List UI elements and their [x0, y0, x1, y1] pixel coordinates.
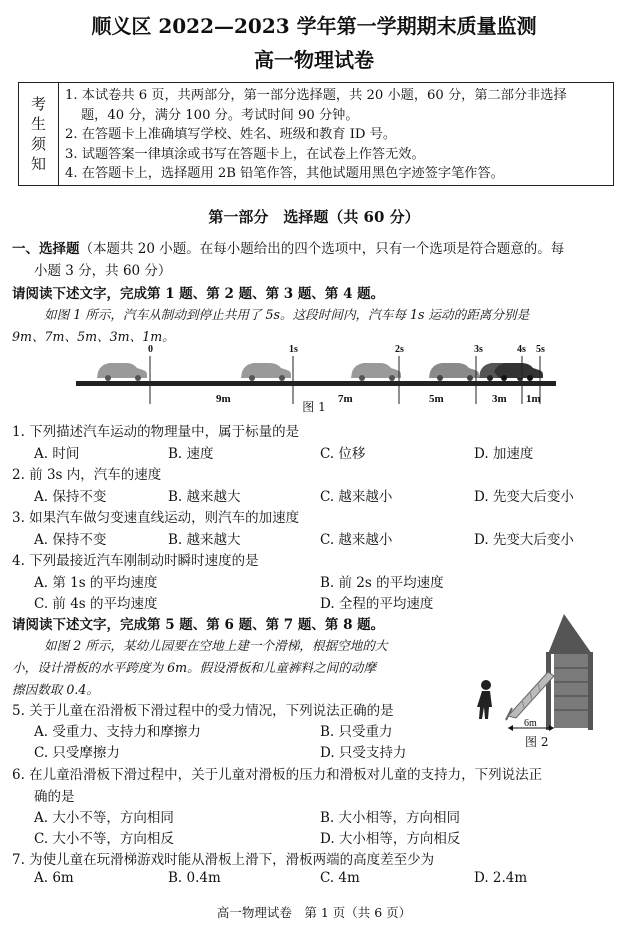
question-2-stem: 2. 前 3s 内，汽车的速度 — [12, 467, 162, 483]
section-intro-label: 一、选择题 — [12, 241, 80, 257]
question-7-option-a: A. 6m — [34, 870, 74, 886]
exam-title: 顺义区 2022—2023 学年第一学期期末质量监测 — [91, 14, 537, 38]
car-icon — [429, 363, 479, 381]
question-2-option-c: C. 越来越小 — [320, 489, 393, 505]
time-label: 4s — [517, 344, 526, 355]
car-icon — [351, 363, 401, 381]
section-intro-text: （本题共 20 小题。在每小题给出的四个选项中，只有一个选项是符合题意的。每 — [79, 241, 565, 257]
question-7-stem: 7. 为使儿童在玩滑梯游戏时能从滑板上滑下，滑板两端的高度差至少为 — [12, 852, 435, 868]
question-1-option-d: D. 加速度 — [474, 446, 534, 462]
section-intro-line2: 小题 3 分，共 60 分） — [34, 263, 172, 279]
question-1-option-a: A. 时间 — [34, 446, 80, 462]
notice-items — [59, 83, 613, 185]
figure-2-caption: 图 2 — [525, 735, 549, 749]
question-2-option-b: B. 越来越大 — [168, 489, 241, 505]
time-label: 1s — [289, 344, 298, 355]
notice-item-continuation: 题，40 分，满分 100 分。考试时间 90 分钟。 — [81, 107, 359, 123]
question-1-option-c: C. 位移 — [320, 446, 366, 462]
question-1-stem: 1. 下列描述汽车运动的物理量中，属于标量的是 — [12, 424, 300, 440]
question-7-option-d: D. 2.4m — [474, 870, 528, 886]
question-2-option-a: A. 保持不变 — [34, 489, 107, 505]
question-4-option-c: C. 前 4s 的平均速度 — [34, 596, 158, 612]
notice-item: 3. 试题答案一律填涂或书写在答题卡上，在试卷上作答无效。 — [65, 146, 425, 162]
tower-post — [588, 652, 593, 730]
question-3-stem: 3. 如果汽车做匀变速直线运动，则汽车的加速度 — [12, 510, 300, 526]
distance-label: 1m — [526, 393, 541, 405]
question-4-stem: 4. 下列最接近汽车刚制动时瞬时速度的是 — [12, 553, 259, 569]
car-icon — [97, 363, 147, 381]
reading-passage-1-line2: 9m、7m、5m、3m、1m。 — [12, 329, 175, 344]
tower-roof — [548, 614, 592, 654]
tower-post — [546, 652, 551, 730]
question-4-option-b: B. 前 2s 的平均速度 — [320, 575, 444, 591]
question-6-stem: 6. 在儿童沿滑板下滑过程中，关于儿童对滑板的压力和滑板对儿童的支持力，下列说法正 — [12, 767, 543, 783]
question-6-option-b: B. 大小相等，方向相同 — [320, 810, 461, 826]
time-label: 3s — [474, 344, 483, 355]
notice-item: 1. 本试卷共 6 页，共两部分，第一部分选择题，共 20 小题，60 分，第二部分非选择 — [65, 88, 567, 103]
question-3-option-d: D. 先变大后变小 — [474, 532, 574, 548]
time-label: 2s — [395, 344, 404, 355]
notice-label-char: 生 — [30, 115, 46, 133]
notice-item: 2. 在答题卡上准确填写学校、姓名、班级和教育 ID 号。 — [65, 127, 397, 142]
reading-instruction-1: 请阅读下述文字，完成第 1 题、第 2 题、第 3 题、第 4 题。 — [12, 286, 385, 302]
reading-passage-2-line1: 如图 2 所示，某幼儿园要在空地上建一个滑梯，根据空地的大 — [44, 638, 388, 653]
question-4-option-d: D. 全程的平均速度 — [320, 596, 434, 612]
question-1-option-b: B. 速度 — [168, 446, 214, 462]
road — [76, 381, 556, 386]
figure-1-caption: 图 1 — [302, 400, 326, 414]
question-6-option-c: C. 大小不等，方向相反 — [34, 831, 174, 847]
section-intro — [12, 237, 564, 257]
question-2-option-d: D. 先变大后变小 — [474, 489, 574, 505]
question-6-option-a: A. 大小不等，方向相同 — [34, 810, 174, 826]
question-5-option-a: A. 受重力、支持力和摩擦力 — [34, 724, 201, 740]
notice-label — [19, 83, 59, 185]
reading-passage-2-line2: 小，设计滑板的水平跨度为 6m。假设滑板和儿童裤料之间的动摩 — [12, 660, 376, 675]
reading-instruction-2: 请阅读下述文字，完成第 5 题、第 6 题、第 7 题、第 8 题。 — [12, 617, 385, 633]
question-6-stem-line2: 确的是 — [34, 789, 75, 805]
reading-passage-1-line1: 如图 1 所示，汽车从制动到停止共用了 5s。这段时间内，汽车每 1s 运动的距离分别是 — [44, 307, 530, 322]
question-6-option-d: D. 大小相等，方向相反 — [320, 831, 461, 847]
notice-item: 4. 在答题卡上，选择题用 2B 铅笔作答，其他试题用黑色字迹签字笔作答。 — [65, 166, 504, 181]
time-label: 0 — [148, 344, 153, 355]
child-icon — [477, 680, 492, 719]
notice-label-char: 知 — [30, 155, 46, 173]
question-7-option-b: B. 0.4m — [168, 870, 221, 886]
question-5-option-b: B. 只受重力 — [320, 724, 393, 740]
question-3-option-a: A. 保持不变 — [34, 532, 107, 548]
figure-2-slide — [462, 612, 612, 747]
reading-passage-2-line3: 擦因数取 0.4。 — [12, 682, 100, 697]
notice-label-char: 须 — [30, 135, 46, 153]
section-title: 第一部分 选择题（共 60 分） — [208, 208, 420, 226]
question-7-option-c: C. 4m — [320, 870, 360, 886]
candidate-notice-box — [18, 82, 614, 186]
distance-label: 9m — [216, 393, 231, 405]
question-3-option-c: C. 越来越小 — [320, 532, 393, 548]
tower-body — [554, 654, 588, 728]
question-5-stem: 5. 关于儿童在沿滑板下滑过程中的受力情况，下列说法正确的是 — [12, 703, 394, 719]
question-4-option-a: A. 第 1s 的平均速度 — [34, 575, 158, 591]
exam-subtitle: 高一物理试卷 — [254, 48, 374, 72]
question-5-option-d: D. 只受支持力 — [320, 745, 407, 761]
span-label: 6m — [524, 718, 537, 729]
time-label: 5s — [536, 344, 545, 355]
distance-label: 3m — [492, 393, 507, 405]
page-footer: 高一物理试卷 第 1 页（共 6 页） — [216, 905, 412, 920]
notice-label-char: 考 — [30, 95, 46, 113]
car-icon — [241, 363, 291, 381]
question-5-option-c: C. 只受摩擦力 — [34, 745, 120, 761]
distance-label: 7m — [338, 393, 353, 405]
question-3-option-b: B. 越来越大 — [168, 532, 241, 548]
distance-label: 5m — [429, 393, 444, 405]
